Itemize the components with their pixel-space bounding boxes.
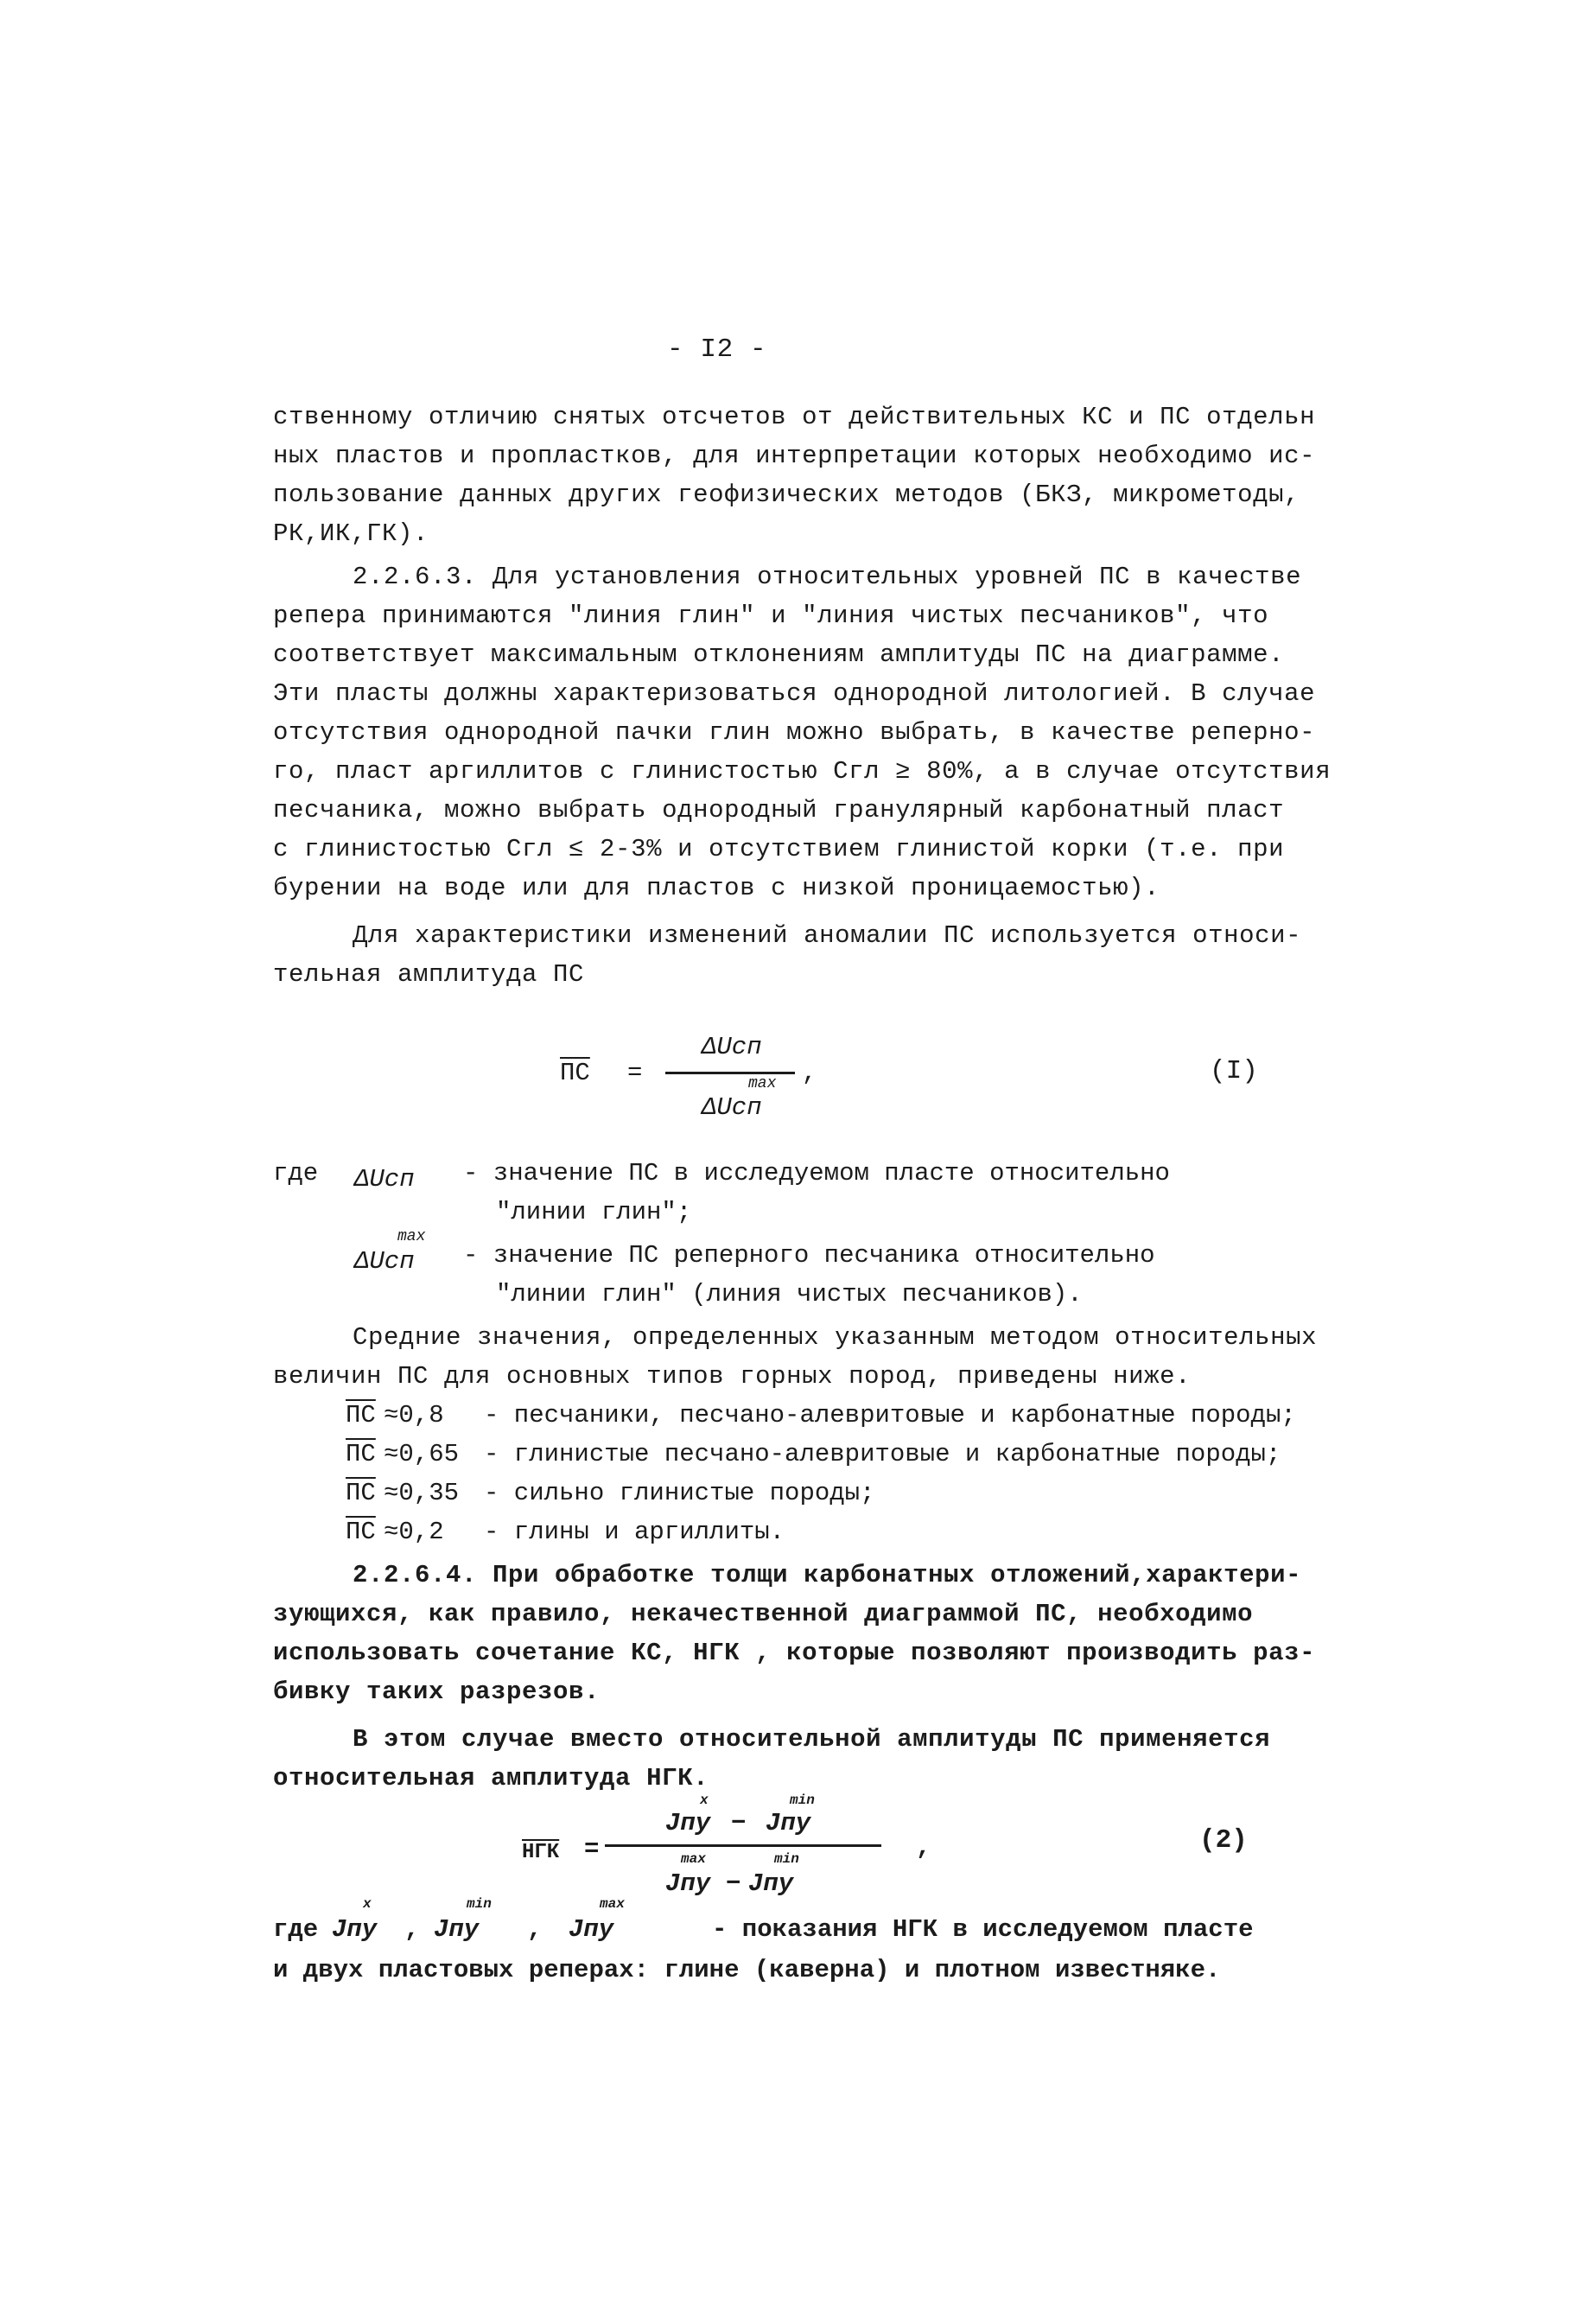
formula-term: Jпу [665, 1809, 711, 1837]
formula-denominator: ΔUсп [702, 1093, 762, 1122]
legend-separator: , [527, 1915, 543, 1944]
formula-denominator-superscript: max [748, 1075, 777, 1092]
legend-description: "линии глин"; [496, 1198, 692, 1226]
where-word: где [273, 1915, 319, 1944]
equation-number: (2) [1199, 1825, 1248, 1856]
page-number: - I2 - [667, 334, 767, 365]
legend-symbol: Jпу [332, 1915, 378, 1944]
where-word: где [273, 1159, 319, 1187]
text-line: Для характеристики изменений аномалии ПС используется относи- [353, 921, 1302, 950]
formula-minus: − [731, 1809, 747, 1837]
text-line: го, пласт аргиллитов с глинистостью Сгл ≥ 80%, а в случае отсутствия [273, 757, 1332, 786]
list-description: - сильно глинистые породы; [484, 1479, 875, 1507]
formula-equals: = [584, 1835, 600, 1863]
list-value: ≈0,35 [384, 1479, 460, 1507]
legend-description: - значение ПС в исследуемом пласте относительно [463, 1159, 1170, 1187]
text-line: величин ПС для основных типов горных пород, приведены ниже. [273, 1362, 1192, 1391]
text-line: бивку таких разрезов. [273, 1678, 601, 1706]
legend-symbol: Jпу [434, 1915, 480, 1944]
text-line: бурении на воде или для пластов с низкой проницаемостью). [273, 874, 1160, 902]
text-line: 2.2.6.4. При обработке толщи карбонатных отложений,характери- [353, 1561, 1302, 1589]
text-line: ственному отличию снятых отсчетов от действительных КС и ПС отдельн [273, 403, 1316, 431]
legend-superscript: x [363, 1896, 372, 1912]
list-symbol: ПС [346, 1401, 376, 1429]
list-description: - глины и аргиллиты. [484, 1518, 785, 1546]
text-line: В этом случае вместо относительной амплитуды ПС применяется [353, 1725, 1271, 1754]
legend-symbol: ΔUсп [354, 1247, 415, 1276]
legend-description: - значение ПС реперного песчаника относительно [463, 1241, 1155, 1270]
formula-lhs: ПС [560, 1059, 590, 1087]
text-line: относительная амплитуда НГК. [273, 1764, 709, 1792]
text-line: Средние значения, определенных указанным методом относительных [353, 1323, 1318, 1352]
legend-description: и двух пластовых реперах: глине (каверна) и плотном известняке. [273, 1956, 1221, 1984]
formula-comma: , [916, 1833, 931, 1862]
text-line: использовать сочетание КС, НГК , которые позволяют производить раз- [273, 1639, 1316, 1667]
formula-comma: , [802, 1059, 817, 1087]
text-line: зующихся, как правило, некачественной диаграммой ПС, необходимо [273, 1600, 1254, 1628]
text-line: ных пластов и пропластков, для интерпретации которых необходимо ис- [273, 442, 1316, 470]
list-symbol: ПС [346, 1518, 376, 1546]
legend-symbol-superscript: max [397, 1228, 426, 1245]
formula-term: Jпу [748, 1869, 794, 1898]
text-line: соответствует максимальным отклонениям амплитуды ПС на диаграмме. [273, 640, 1285, 669]
formula-numerator: ΔUсп [702, 1033, 762, 1061]
formula-minus: − [726, 1869, 741, 1898]
formula-superscript: min [790, 1792, 815, 1808]
list-value: ≈0,8 [384, 1401, 444, 1429]
text-line: с глинистостью Сгл ≤ 2-3% и отсутствием глинистой корки (т.е. при [273, 835, 1285, 863]
legend-separator: , [404, 1915, 420, 1944]
legend-symbol: ΔUсп [354, 1165, 415, 1194]
fraction-bar [605, 1844, 881, 1847]
list-value: ≈0,2 [384, 1518, 444, 1546]
text-line: РК,ИК,ГК). [273, 519, 429, 548]
formula-superscript: x [700, 1792, 709, 1808]
legend-superscript: min [467, 1896, 492, 1912]
legend-description: "линии глин" (линия чистых песчаников). [496, 1280, 1083, 1308]
legend-symbol: Jпу [569, 1915, 614, 1944]
equation-number: (I) [1210, 1056, 1258, 1086]
text-line: тельная амплитуда ПС [273, 960, 585, 989]
text-line: репера принимаются "линия глин" и "линия чистых песчаников", что [273, 602, 1269, 630]
legend-description: - показания НГК в исследуемом пласте [712, 1915, 1254, 1944]
text-line: пользование данных других геофизических методов (БКЗ, микрометоды, [273, 481, 1300, 509]
text-line: Эти пласты должны характеризоваться однородной литологией. В случае [273, 679, 1316, 708]
formula-term: Jпу [766, 1809, 811, 1837]
text-line: 2.2.6.3. Для установления относительных уровней ПС в качестве [353, 563, 1302, 591]
list-description: - песчаники, песчано-алевритовые и карбонатные породы; [484, 1401, 1296, 1429]
formula-equals: = [627, 1059, 643, 1087]
formula-superscript: max [681, 1851, 706, 1867]
text-line: песчаника, можно выбрать однородный гранулярный карбонатный пласт [273, 796, 1285, 825]
legend-superscript: max [600, 1896, 625, 1912]
list-value: ≈0,65 [384, 1440, 460, 1468]
formula-lhs: НГК [522, 1841, 560, 1864]
formula-term: Jпу [665, 1869, 711, 1898]
formula-superscript: min [774, 1851, 799, 1867]
list-description: - глинистые песчано-алевритовые и карбонатные породы; [484, 1440, 1281, 1468]
list-symbol: ПС [346, 1479, 376, 1507]
text-line: отсутствия однородной пачки глин можно выбрать, в качестве реперно- [273, 718, 1316, 747]
list-symbol: ПС [346, 1440, 376, 1468]
